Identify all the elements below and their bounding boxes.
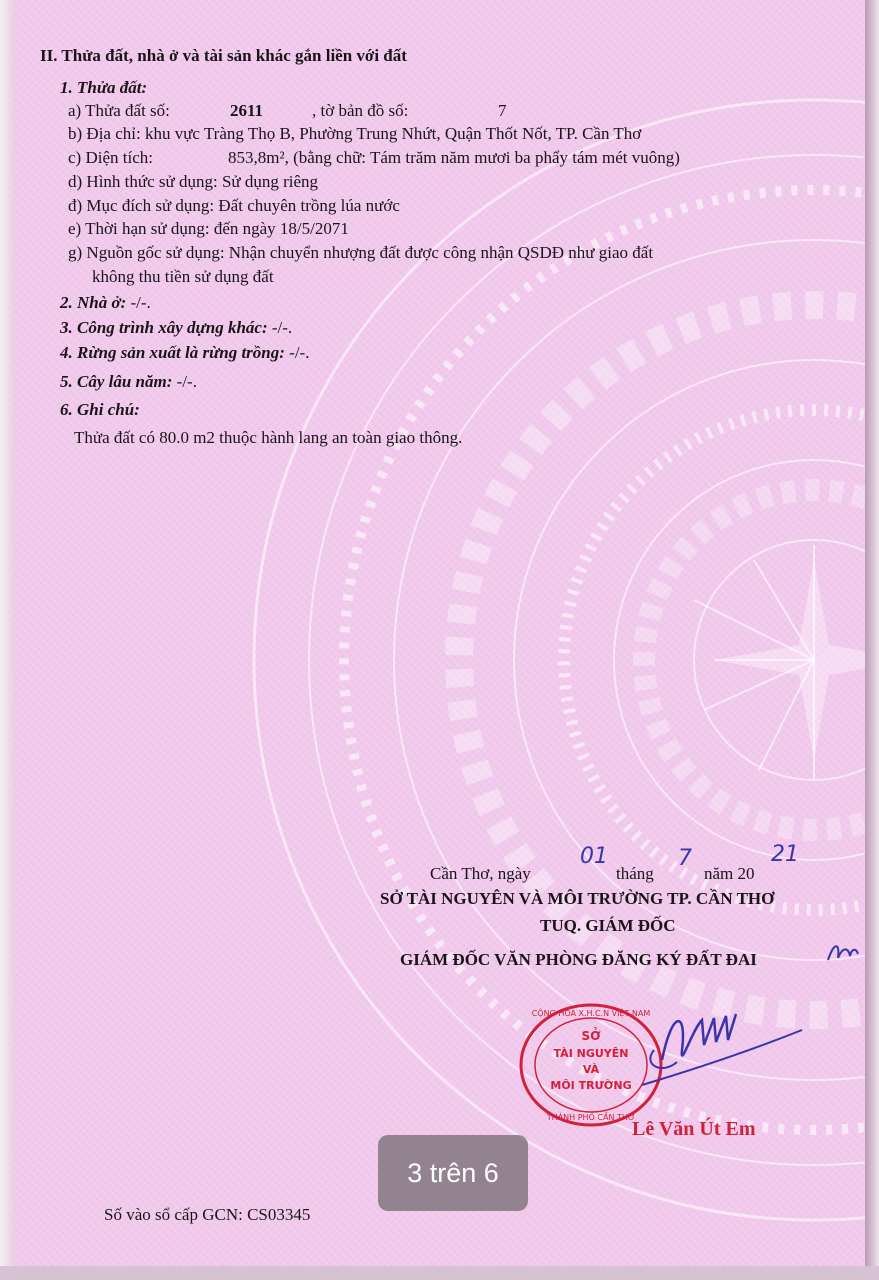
house-value: -/-.	[126, 293, 151, 312]
map-sheet-value: 7	[498, 101, 507, 120]
map-sheet-label: , tờ bản đồ số:	[312, 101, 409, 120]
scan-right-edge	[865, 0, 879, 1280]
date-day: 01	[580, 844, 608, 869]
trees-value: -/-.	[172, 372, 197, 391]
forest-label: 4. Rừng sản xuất là rừng trồng:	[60, 343, 285, 362]
department-title: SỞ TÀI NGUYÊN VÀ MÔI TRƯỜNG TP. CẦN THƠ	[380, 889, 775, 908]
construction-label: 3. Công trình xây dựng khác:	[60, 318, 268, 337]
date-year-suffix: 21	[771, 842, 799, 867]
seal-ring-top: CỘNG HÒA X.H.C.N VIỆT NAM	[531, 1009, 651, 1018]
origin-line-2: không thu tiền sử dụng đất	[92, 267, 274, 286]
notes-text: Thửa đất có 80.0 m2 thuộc hành lang an toàn giao thông.	[74, 428, 463, 447]
seal-line-3: VÀ	[582, 1063, 600, 1076]
forest-row	[60, 344, 309, 361]
scan-bottom-edge	[0, 1266, 879, 1280]
house-row	[60, 294, 151, 311]
address-line: b) Địa chỉ: khu vực Tràng Thọ B, Phường Trung Nhứt, Quận Thốt Nốt, TP. Cần Thơ	[68, 124, 642, 143]
usage-purpose-line: đ) Mục đích sử dụng: Đất chuyên trồng lúa nước	[68, 196, 400, 215]
initials-mark	[826, 938, 860, 968]
tuq-title: TUQ. GIÁM ĐỐC	[540, 916, 676, 935]
seal-line-2: TÀI NGUYÊN	[553, 1047, 629, 1060]
page-indicator: 3 trên 6	[378, 1135, 528, 1211]
usage-term-line: e) Thời hạn sử dụng: đến ngày 18/5/2071	[68, 219, 349, 238]
scan-left-margin	[0, 0, 14, 1266]
seal-ring-bottom: THÀNH PHỐ CẦN THƠ	[546, 1113, 636, 1122]
construction-row	[60, 319, 292, 336]
land-heading: 1. Thửa đất:	[60, 78, 148, 97]
signer-name: Lê Văn Út Em	[632, 1118, 756, 1140]
date-month: 7	[678, 846, 692, 871]
construction-value: -/-.	[267, 318, 293, 337]
usage-form-line: d) Hình thức sử dụng: Sử dụng riêng	[68, 172, 319, 191]
area-value: 853,8m², (bằng chữ: Tám trăm năm mươi ba phẩy tám mét vuông)	[228, 148, 680, 167]
certificate-page	[14, 0, 865, 1266]
house-label: 2. Nhà ở:	[60, 293, 127, 312]
office-title: GIÁM ĐỐC VĂN PHÒNG ĐĂNG KÝ ĐẤT ĐAI	[400, 950, 757, 969]
section-title: II. Thửa đất, nhà ở và tài sản khác gắn liền với đất	[40, 46, 407, 65]
date-year-label: năm 20	[704, 864, 755, 883]
trees-label: 5. Cây lâu năm:	[60, 372, 173, 391]
handwritten-signature	[632, 990, 812, 1100]
area-label: c) Diện tích:	[68, 148, 153, 167]
origin-line-1: g) Nguồn gốc sử dụng: Nhận chuyển nhượng đất được công nhận QSDĐ như giao đất	[68, 243, 654, 262]
forest-value: -/-.	[284, 343, 310, 362]
date-month-label: tháng	[616, 864, 654, 883]
parcel-number-value: 2611	[230, 101, 264, 120]
registry-number: Số vào sổ cấp GCN: CS03345	[104, 1205, 311, 1224]
date-prefix: Cần Thơ, ngày	[430, 864, 531, 883]
notes-label: 6. Ghi chú:	[60, 400, 140, 419]
seal-line-1: SỞ	[581, 1029, 601, 1043]
trees-row	[60, 373, 197, 390]
parcel-number-label: a) Thửa đất số:	[68, 101, 170, 120]
seal-line-4: MÔI TRƯỜNG	[550, 1079, 632, 1092]
